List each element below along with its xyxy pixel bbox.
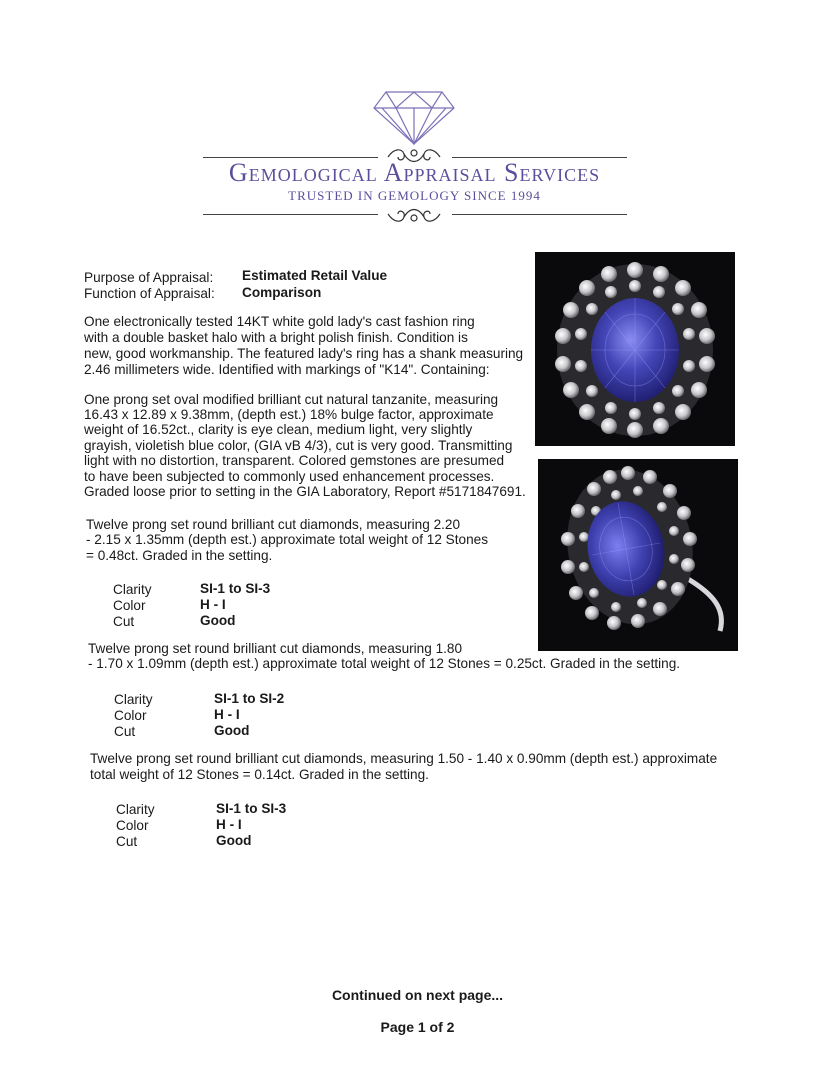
grade-label-color: Color <box>113 598 146 613</box>
bottom-rule-left <box>203 214 378 215</box>
grade-value-color: H - I <box>214 707 240 722</box>
letterhead <box>0 0 829 240</box>
grade-value-color: H - I <box>200 597 226 612</box>
description-line: with a double basket halo with a bright polish finish. Condition is <box>84 330 468 345</box>
grade-label-clarity: Clarity <box>113 582 152 597</box>
function-label: Function of Appraisal: <box>84 286 215 301</box>
tanzanite-line: Graded loose prior to setting in the GIA Laboratory, Report #5171847691. <box>84 484 526 499</box>
page-number: Page 1 of 2 <box>380 1019 455 1035</box>
company-tagline: TRUSTED IN GEMOLOGY SINCE 1994 <box>288 188 541 203</box>
grade-label-cut: Cut <box>116 834 138 849</box>
diamond-logo-icon <box>372 90 456 146</box>
grade-label-clarity: Clarity <box>116 802 155 817</box>
grade-label-clarity: Clarity <box>114 692 153 707</box>
description-line: 2.46 millimeters wide. Identified with markings of "K14". Containing: <box>84 362 490 377</box>
diamonds-line: Twelve prong set round brilliant cut diamonds, measuring 1.50 - 1.40 x 0.90mm (depth est.) approximate <box>90 751 718 766</box>
description-line: One electronically tested 14KT white gold lady's cast fashion ring <box>84 314 475 329</box>
grade-value-cut: Good <box>216 833 252 848</box>
tanzanite-line: grayish, violetish blue color, (GIA vB 4/3), cut is very good. Transmitting <box>84 438 513 453</box>
grade-label-cut: Cut <box>113 614 135 629</box>
diamonds-line: - 2.15 x 1.35mm (depth est.) approximate total weight of 12 Stones <box>86 532 488 547</box>
tanzanite-line: weight of 16.52ct., clarity is eye clean, medium light, very slightly <box>84 422 473 437</box>
diamonds-line: Twelve prong set round brilliant cut diamonds, measuring 2.20 <box>86 517 461 532</box>
diamonds-line: total weight of 12 Stones = 0.14ct. Graded in the setting. <box>90 767 429 782</box>
grade-label-color: Color <box>116 818 149 833</box>
purpose-value: Estimated Retail Value <box>242 268 388 283</box>
diamonds-line: - 1.70 x 1.09mm (depth est.) approximate total weight of 12 Stones = 0.25ct. Graded in the setting. <box>88 656 681 671</box>
grade-value-clarity: SI-1 to SI-2 <box>214 691 285 706</box>
ring-photo-angle-view <box>538 459 738 651</box>
grade-value-cut: Good <box>200 613 236 628</box>
grade-value-cut: Good <box>214 723 250 738</box>
grade-label-color: Color <box>114 708 147 723</box>
grade-value-clarity: SI-1 to SI-3 <box>216 801 287 816</box>
tanzanite-line: 16.43 x 12.89 x 9.38mm, (depth est.) 18% bulge factor, approximate <box>84 407 494 422</box>
tanzanite-line: light with no distortion, transparent. Colored gemstones are presumed <box>84 453 505 468</box>
tanzanite-line: One prong set oval modified brilliant cut natural tanzanite, measuring <box>84 392 499 407</box>
diamonds-line: = 0.48ct. Graded in the setting. <box>86 548 273 563</box>
continued-note: Continued on next page... <box>331 987 504 1003</box>
bottom-scroll-ornament-icon <box>386 203 442 225</box>
bottom-rule-right <box>452 214 627 215</box>
grade-value-color: H - I <box>216 817 242 832</box>
grade-value-clarity: SI-1 to SI-3 <box>200 581 271 596</box>
company-name: Gemological Appraisal Services <box>228 158 601 187</box>
grade-label-cut: Cut <box>114 724 136 739</box>
ring-angle-view-image <box>538 459 738 651</box>
diamonds-line: Twelve prong set round brilliant cut diamonds, measuring 1.80 <box>88 641 463 656</box>
tanzanite-line: to have been subjected to commonly used enhancement processes. <box>84 469 495 484</box>
description-line: new, good workmanship. The featured lady's ring has a shank measuring <box>84 346 524 361</box>
purpose-label: Purpose of Appraisal: <box>84 270 214 285</box>
ring-photo-top-view <box>535 252 735 446</box>
function-value: Comparison <box>242 285 322 300</box>
ring-top-view-image <box>535 252 735 446</box>
